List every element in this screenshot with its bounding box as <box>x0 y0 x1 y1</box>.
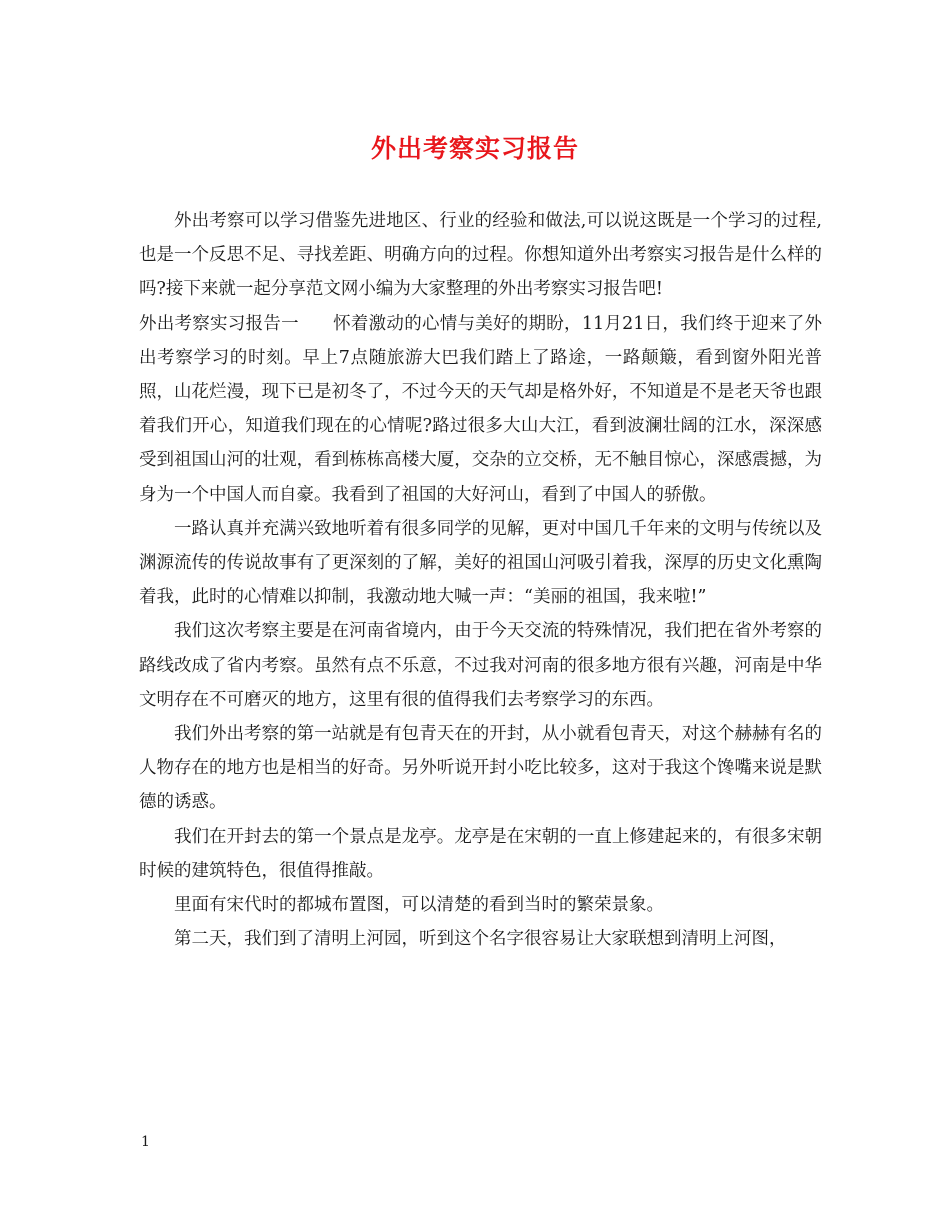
body-paragraph: 里面有宋代时的都城布置图，可以清楚的看到当时的繁荣景象。 <box>174 895 664 916</box>
page-number: 1 <box>141 1134 150 1150</box>
body-paragraph: 我们外出考察的第一站就是有包青天在的开封，从小就看包青天，对这个赫赫有名的人物存在的地方也是相当的好奇。另外听说开封小吃比较多，这对于我这个馋嘴来说是默德的诱惑。 <box>139 724 822 813</box>
body-paragraph: 我们在开封去的第一个景点是龙亭。龙亭是在宋朝的一直上修建起来的，有很多宋朝时候的建筑特色，很值得推敲。 <box>139 826 822 881</box>
intro-paragraph: 外出考察可以学习借鉴先进地区、行业的经验和做法,可以说这既是一个学习的过程,也是一个反思不足、寻找差距、明确方向的过程。你想知道外出考察实习报告是什么样的吗?接下来就一起分享范文网小编为大家整理的外出考察实习报告吧! <box>139 211 822 300</box>
body-paragraph: 一路认真并充满兴致地听着有很多同学的见解，更对中国几千年来的文明与传统以及渊源流传的传说故事有了更深刻的了解，美好的祖国山河吸引着我，深厚的历史文化熏陶着我，此时的心情难以抑制，我激动地大喊一声：“美丽的祖国，我来啦!” <box>139 518 822 608</box>
section-first-paragraph: 怀着激动的心情与美好的期盼，11月21日，我们终于迎来了外出考察学习的时刻。早上7点随旅游大巴我们踏上了路途，一路颠簸，看到窗外阳光普照，山花烂漫，现下已是初冬了，不过今天的天气却是格外好，不知道是不是老天爷也跟着我们开心，知道我们现在的心情呢?路过很多大山大江，看到波澜壮阔的江水，深深感受到祖国山河的壮观，看到栋栋高楼大厦，交杂的立交桥，无不触目惊心，深感震撼，为身为一个中国人而自豪。我看到了祖国的大好河山，看到了中国人的骄傲。 <box>139 313 822 505</box>
body-paragraph: 我们这次考察主要是在河南省境内，由于今天交流的特殊情况，我们把在省外考察的路线改成了省内考察。虽然有点不乐意，不过我对河南的很多地方很有兴趣，河南是中华文明存在不可磨灭的地方，这里有很的值得我们去考察学习的东西。 <box>139 621 822 710</box>
document-body <box>139 204 822 956</box>
body-paragraph: 第二天，我们到了清明上河园，听到这个名字很容易让大家联想到清明上河图， <box>174 929 787 950</box>
page-title: 外出考察实习报告 <box>370 134 579 163</box>
section-heading: 外出考察实习报告一 <box>139 313 299 334</box>
section-paragraph <box>139 307 822 512</box>
